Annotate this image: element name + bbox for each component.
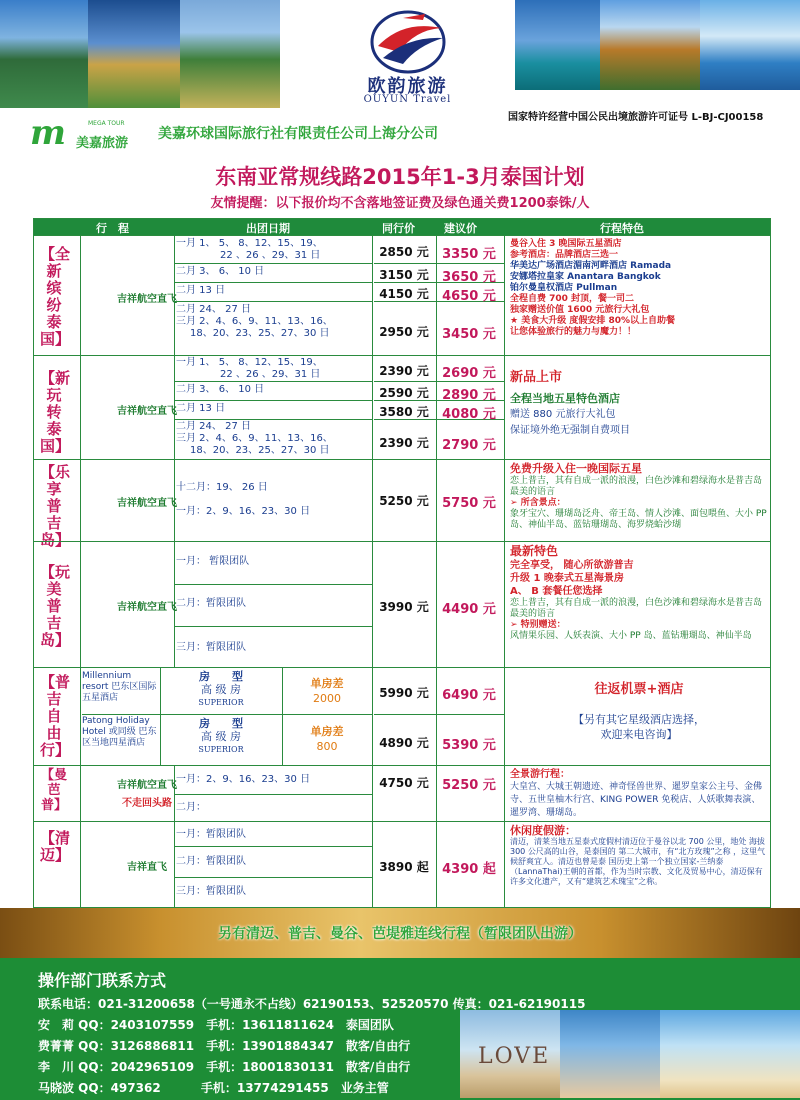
price-notice: 友情提醒：以下报价均不含落地签证费及绿色通关费1200泰铢/人	[210, 196, 590, 211]
recommended-price: 6490 元	[442, 688, 496, 703]
mega-tour-tag: MEGA TOUR	[88, 120, 125, 127]
mega-tour-logo	[30, 113, 150, 153]
route-transport: 吉祥直飞	[127, 862, 167, 873]
ouyun-logo	[345, 2, 470, 106]
room-info: 房 型 高 级 房 SUPERIOR	[198, 670, 244, 707]
depart-dates: 一月 1、 5、 8、12、15、19、 22 、26 、29、31 日	[176, 357, 323, 380]
peer-price: 5250 元	[379, 494, 429, 508]
depart-dates: 二月：暂限团队	[176, 856, 246, 867]
peer-price: 3990 元	[379, 600, 429, 614]
route-category: 【玩美普吉岛】	[40, 563, 71, 649]
route-features: 休闲度假游： 清迈，清莱当地五星泰式度假村清迈位于曼谷以北 700 公里，地处 海拔 300 公尺高的山谷，是泰国的 第二大城市，有“北方玫瑰”之称 ，这里气候舒爽宜人。清迈也曾是泰 国历史上第一个独立国家-兰纳泰（LannaThai)王朝的首都，作为当时宗教、文化及贸易中心，清迈保有 许多文化遗产，又有“建筑艺术瑰宝”之称。	[510, 824, 766, 886]
route-category: 【清迈】	[40, 829, 71, 864]
depart-dates: 一月： 暂限团队	[176, 556, 250, 567]
contact-person: 费菁菁 QQ：3126886811 手机：13901884347 散客/自由行	[38, 1039, 411, 1053]
table-row	[34, 355, 770, 459]
depart-dates: 二月：	[176, 802, 206, 813]
contact-person: 李 川 QQ：2042965109 手机：18001830131 散客/自由行	[38, 1060, 411, 1074]
peer-price: 2590 元	[379, 386, 429, 400]
header-peer-price: 同行价	[382, 222, 415, 235]
contact-person: 安 莉 QQ：2403107559 手机：13611811624 泰国团队	[38, 1018, 394, 1032]
mega-tour-short: 美嘉旅游	[76, 136, 129, 151]
depart-dates: 一月 1、 5、 8、12、15、19、 22 、26 、29、31 日	[176, 238, 323, 261]
route-features: 曼谷入住 3 晚国际五星酒店 参考酒店：品牌酒店三选一 华美达广场酒店湄南河畔酒店 Ramada 安娜塔拉皇家 Anantara Bangkok 铂尔曼皇权酒店 Pullman 全程自费 700 封顶，餐一司二 独家赠送价值 1600 元旅行大礼包 ★ 美食大升级 度假安排 80%以上自助餐 让您体验旅行的魅力与魔力！！	[510, 239, 676, 337]
route-transport-note: 不走回头路	[122, 798, 172, 809]
depart-dates: 一月：2、9、16、23、30 日	[176, 774, 311, 785]
route-features: 最新特色 完全享受， 随心所欲游普吉 升级 1 晚泰式五星海景房 A、 B 套餐任您选择 恋上普吉，其有自成一派的浪漫，白色沙滩和碧绿海水是普吉岛最美的语言 ➢ 特别赠送： 风情果乐园、人妖表演、大小 PP 岛、蓝钻珊瑚岛、神仙半岛	[510, 544, 763, 641]
route-transport: 吉祥航空直飞	[117, 406, 177, 417]
brand-cn: 欧韵旅游	[367, 76, 448, 97]
depart-dates: 二月 13 日	[176, 403, 226, 414]
header-dates: 出团日期	[246, 222, 290, 235]
single-room-diff: 单房差 800	[310, 725, 344, 753]
license-number: 国家特许经营中国公民出境旅游许可证号 L-BJ-CJ00158	[508, 112, 764, 123]
footer-photo-woman-flower	[560, 1010, 660, 1098]
recommended-price: 3650 元	[442, 270, 496, 285]
peer-price: 3580 元	[379, 405, 429, 419]
hotel-name: Patong Holiday Hotel 或同级 巴东区当地四星酒店	[82, 716, 157, 748]
header-photo-lake	[0, 0, 88, 108]
depart-dates: 三月：暂限团队	[176, 642, 246, 653]
depart-dates: 三月：暂限团队	[176, 886, 246, 897]
single-room-diff: 单房差 2000	[310, 677, 344, 705]
route-features: 往返机票+酒店 【另有其它星级酒店选择， 欢迎来电咨询】	[573, 682, 705, 741]
recommended-price: 5250 元	[442, 778, 496, 793]
route-category: 【乐享普吉岛】	[40, 463, 71, 549]
hotel-name: Millennium resort 巴东区国际五星酒店	[82, 671, 157, 703]
route-transport: 吉祥航空直飞	[117, 602, 177, 613]
route-transport: 吉祥航空直飞	[117, 294, 177, 305]
depart-dates: 二月 13 日	[176, 285, 226, 296]
route-features: 新品上市 全程当地五星特色酒店 赠送 880 元旅行大礼包 保证境外绝无强制自费项目	[510, 370, 630, 436]
peer-price: 4150 元	[379, 287, 429, 301]
peer-price: 5990 元	[379, 686, 429, 700]
contact-footer	[0, 958, 800, 1100]
depart-dates: 一月：暂限团队	[176, 829, 246, 840]
table-header	[34, 219, 770, 235]
table-row	[34, 765, 770, 821]
promo-strip	[0, 908, 800, 958]
recommended-price: 2690 元	[442, 366, 496, 381]
footer-photo-couple-beach	[660, 1010, 800, 1098]
depart-dates: 一月：2、9、16、23、30 日	[176, 506, 311, 517]
peer-price: 2950 元	[379, 325, 429, 339]
route-features: 全景游行程： 大皇宫、大城王朝遗迹、神奇怪兽世界、暹罗皇家公主号、金佛寺、五世皇柚木行宫、KING POWER 免税店、人妖歌舞表演、暹罗湾、珊瑚岛。	[510, 769, 763, 818]
route-category: 【新玩转泰国】	[40, 369, 71, 455]
peer-price: 4890 元	[379, 736, 429, 750]
depart-dates: 二月 24、 27 日 三月 2、4、6、9、11、13、16、 18、20、23、25、27、30 日	[176, 304, 333, 339]
room-info: 房 型 高 级 房 SUPERIOR	[198, 717, 244, 754]
route-transport: 吉祥航空直飞	[117, 780, 177, 791]
agency-name: 美嘉环球国际旅行社有限责任公司上海分公司	[158, 126, 438, 142]
depart-dates: 二月 3、 6、 10 日	[176, 266, 265, 277]
recommended-price: 4650 元	[442, 289, 496, 304]
love-text: LOVE	[478, 1044, 551, 1069]
table-row	[34, 667, 770, 765]
route-category: 【曼芭普】	[40, 768, 67, 813]
promo-strip-text: 另有清迈、普吉、曼谷、芭堤雅连线行程（暂限团队出游）	[218, 926, 582, 942]
contact-title: 操作部门联系方式	[38, 971, 167, 990]
peer-price: 3890 起	[379, 860, 429, 874]
header-photo-autumn-lake	[600, 0, 700, 90]
peer-price: 2390 元	[379, 364, 429, 378]
header-route: 行 程	[96, 222, 129, 235]
peer-price: 3150 元	[379, 268, 429, 282]
route-features: 免费升级入住一晚国际五星 恋上普吉，其有自成一派的浪漫，白色沙滩和碧绿海水是普吉岛最美的语言 ➢ 所含景点： 象牙宝穴、珊瑚岛泛舟、帝王岛、情人沙滩、面包喂鱼、大小 PP 岛、神仙半岛、蓝钻珊瑚岛、海罗烧蛤沙瑚	[510, 462, 767, 530]
header-photo-meadow	[180, 0, 280, 108]
table-row	[34, 541, 770, 667]
recommended-price: 4390 起	[442, 862, 496, 877]
header-photo-water-villa	[515, 0, 600, 90]
recommended-price: 4080 元	[442, 407, 496, 422]
recommended-price: 4490 元	[442, 602, 496, 617]
route-transport: 吉祥航空直飞	[117, 498, 177, 509]
header-photo-coast-city	[700, 0, 800, 90]
depart-dates: 二月 24、 27 日 三月 2、4、6、9、11、13、16、 18、20、23、25、27、30 日	[176, 421, 333, 456]
depart-dates: 二月 3、 6、 10 日	[176, 384, 265, 395]
recommended-price: 2790 元	[442, 438, 496, 453]
table-row	[34, 235, 770, 355]
peer-price: 2390 元	[379, 436, 429, 450]
recommended-price: 2890 元	[442, 388, 496, 403]
mega-tour-mark: m	[30, 113, 66, 153]
ouyun-logo-icon	[363, 6, 453, 74]
depart-dates: 十二月：19、 26 日	[176, 482, 268, 493]
table-row	[34, 459, 770, 549]
recommended-price: 3450 元	[442, 327, 496, 342]
table-row	[34, 821, 770, 908]
recommended-price: 3350 元	[442, 247, 496, 262]
peer-price: 2850 元	[379, 245, 429, 259]
header-recommended-price: 建议价	[444, 222, 477, 235]
depart-dates: 二月：暂限团队	[176, 598, 246, 609]
recommended-price: 5390 元	[442, 738, 496, 753]
route-category: 【全新缤纷泰国】	[40, 245, 71, 348]
itinerary-table	[33, 218, 771, 908]
contact-person: 马晓波 QQ：497362 手机：13774291455 业务主管	[38, 1081, 389, 1095]
peer-price: 4750 元	[379, 776, 429, 790]
brand-en: OUYUN Travel	[363, 94, 452, 105]
header-photo-resort	[88, 0, 180, 108]
contact-phone-line: 联系电话：021-31200658（一号通永不占线）62190153、52520570 传真：021-62190115	[38, 997, 586, 1011]
header-features: 行程特色	[600, 222, 644, 235]
page-title: 东南亚常规线路2015年1-3月泰国计划	[215, 165, 585, 189]
route-category: 【普吉自由行】	[40, 673, 71, 759]
recommended-price: 5750 元	[442, 496, 496, 511]
